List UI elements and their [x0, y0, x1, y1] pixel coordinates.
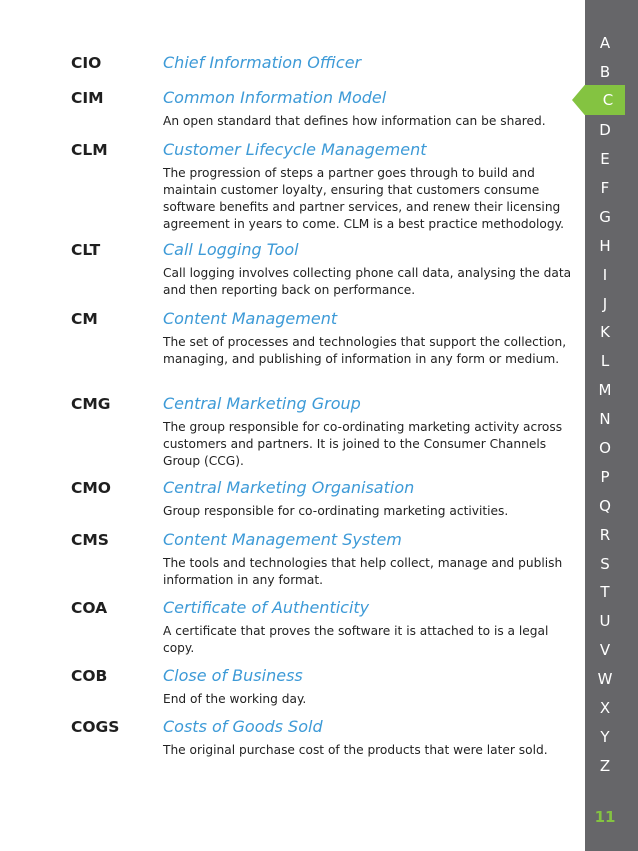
entry-term: Close of Business	[163, 666, 303, 685]
alphabet-index-t[interactable]: T	[600, 583, 610, 601]
alphabet-index-x[interactable]: X	[599, 699, 611, 717]
alphabet-index-p[interactable]: P	[600, 468, 610, 486]
entry-term: Content Management System	[163, 530, 402, 549]
alphabet-index-z[interactable]: Z	[599, 757, 611, 775]
entry-abbreviation: COGS	[71, 718, 120, 736]
alphabet-index-y[interactable]: Y	[600, 728, 610, 746]
alphabet-index-b[interactable]: B	[599, 63, 611, 81]
entry-abbreviation: CLM	[71, 141, 108, 159]
entry-description: A certificate that proves the software it is attached to is a legal copy.	[163, 624, 549, 655]
alphabet-index-v[interactable]: V	[599, 641, 611, 659]
entry-abbreviation: CMG	[71, 395, 111, 413]
active-letter-label: C	[602, 91, 614, 109]
alphabet-index-m[interactable]: M	[598, 381, 612, 399]
alphabet-index-h[interactable]: H	[599, 237, 611, 255]
entry-abbreviation: COB	[71, 667, 108, 685]
alphabet-index-sidebar	[585, 0, 638, 851]
entry-description: An open standard that defines how information can be shared.	[163, 114, 546, 128]
entry-description: Group responsible for co-ordinating marketing activities.	[163, 504, 509, 518]
entry-term: Central Marketing Group	[163, 394, 361, 413]
alphabet-index-e[interactable]: E	[600, 150, 610, 168]
alphabet-index-r[interactable]: R	[599, 526, 611, 544]
alphabet-index-u[interactable]: U	[599, 612, 611, 630]
alphabet-index-d[interactable]: D	[599, 121, 611, 139]
alphabet-index-i[interactable]: I	[602, 266, 608, 284]
entry-description: The tools and technologies that help collect, manage and publish information in any format.	[163, 556, 563, 587]
entry-term: Customer Lifecycle Management	[163, 140, 427, 159]
alphabet-index-s[interactable]: S	[600, 555, 610, 573]
entry-description: The original purchase cost of the products that were later sold.	[163, 743, 548, 757]
alphabet-index-g[interactable]: G	[599, 208, 611, 226]
entry-term: Central Marketing Organisation	[163, 478, 415, 497]
entry-term: Call Logging Tool	[163, 240, 299, 259]
alphabet-index-j[interactable]: J	[602, 295, 608, 313]
entry-term: Costs of Goods Sold	[163, 717, 323, 736]
alphabet-index-f[interactable]: F	[600, 179, 610, 197]
alphabet-index-l[interactable]: L	[600, 352, 610, 370]
entry-term: Certificate of Authenticity	[163, 598, 370, 617]
entry-term: Common Information Model	[163, 88, 387, 107]
alphabet-index-q[interactable]: Q	[599, 497, 611, 515]
entry-term: Chief Information Officer	[163, 53, 362, 72]
alphabet-index-w[interactable]: W	[597, 670, 613, 688]
entry-abbreviation: CM	[71, 310, 98, 328]
entry-description: The set of processes and technologies that support the collection, managing, and publishing of information in any form or medium.	[163, 335, 567, 366]
alphabet-index-n[interactable]: N	[599, 410, 611, 428]
entry-abbreviation: CMO	[71, 479, 111, 497]
entry-description: Call logging involves collecting phone call data, analysing the data and then reporting back on performance.	[163, 266, 572, 297]
entry-abbreviation: CMS	[71, 531, 109, 549]
entry-description: End of the working day.	[163, 692, 307, 706]
entry-abbreviation: CIO	[71, 54, 102, 72]
alphabet-index-k[interactable]: K	[600, 323, 610, 341]
alphabet-index-a[interactable]: A	[599, 34, 611, 52]
entry-term: Content Management	[163, 309, 338, 328]
alphabet-index-o[interactable]: O	[599, 439, 611, 457]
entry-description: The group responsible for co-ordinating marketing activity across customers and partners. It is joined to the Consumer Channels Group (CCG).	[163, 420, 563, 468]
page-number: 11	[594, 808, 616, 826]
entry-abbreviation: CIM	[71, 89, 104, 107]
alphabet-index-active-c[interactable]	[572, 85, 625, 115]
entry-abbreviation: COA	[71, 599, 108, 617]
entry-abbreviation: CLT	[71, 241, 101, 259]
entry-description: The progression of steps a partner goes through to build and maintain customer loyalty, ensuring that customers consume software benefits and partner services, and renew their licensing agreement in years to come. CLM is a best practice methodology.	[163, 166, 564, 231]
